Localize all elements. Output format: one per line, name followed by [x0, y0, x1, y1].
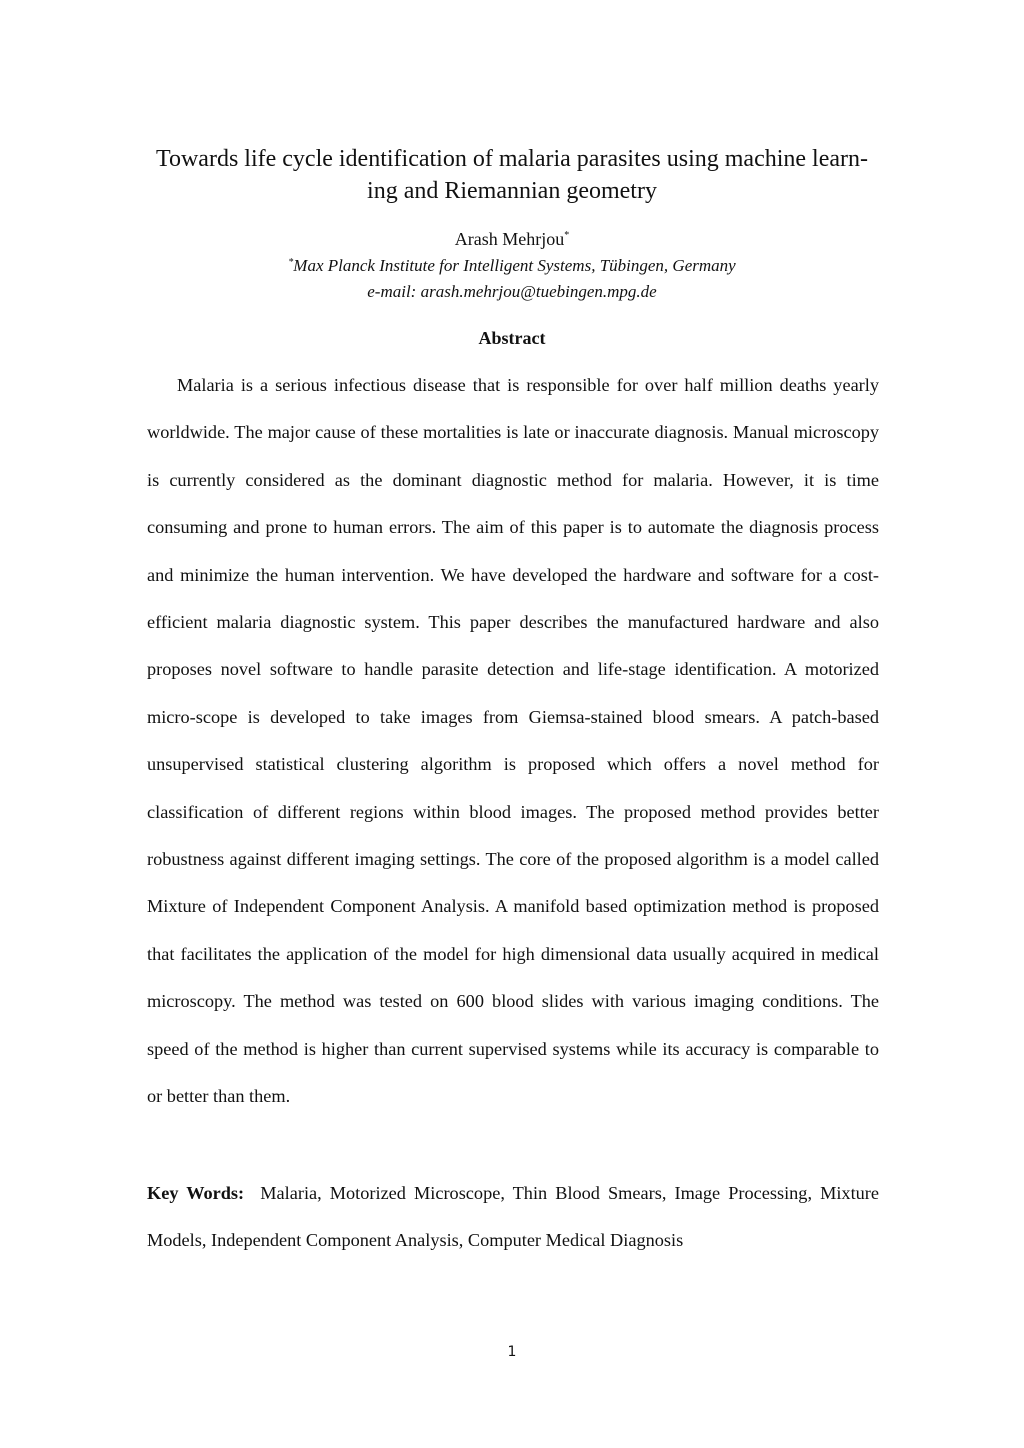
author-email: e-mail: arash.mehrjou@tuebingen.mpg.de: [367, 282, 657, 301]
page-number: 1: [507, 1344, 517, 1360]
keywords: [147, 1170, 879, 1265]
author-footnote-mark: *: [564, 230, 570, 241]
affiliation: Max Planck Institute for Intelligent Systems, Tübingen, Germany: [293, 256, 736, 275]
paper-title-line-1: Towards life cycle identification of malaria parasites using machine learn-: [155, 146, 869, 172]
paper-title: [130, 143, 894, 207]
abstract-heading: Abstract: [478, 328, 546, 348]
paper-title-line-2: ing and Riemannian geometry: [367, 178, 657, 204]
affiliation-footnote-mark: *: [288, 257, 294, 268]
author-name: Arash Mehrjou: [454, 229, 565, 249]
keywords-label: Key Words:: [147, 1183, 245, 1203]
abstract-body: Malaria is a serious infectious disease that is responsible for over half million deaths yearly worldwide. The major cause of these mortalities is late or inaccurate diagnosis. Manual microscopy is currently considered as the dominant diagnostic method for malaria. However, it is time consuming and prone to human errors. The aim of this paper is to automate the diagnosis process and minimize the human intervention. We have developed the hardware and software for a cost-efficient malaria diagnostic system. This paper describes the manufactured hardware and also proposes novel software to handle parasite detection and life-stage identification. A motorized micro-scope is developed to take images from Giemsa-stained blood smears. A patch-based unsupervised statistical clustering algorithm is proposed which offers a novel method for classification of different regions within blood images. The proposed method provides better robustness against different imaging settings. The core of the proposed algorithm is a model called Mixture of Independent Component Analysis. A manifold based optimization method is proposed that facilitates the application of the model for high dimensional data usually acquired in medical microscopy. The method was tested on 600 blood slides with various imaging conditions. The speed of the method is higher than current supervised systems while its accuracy is comparable to or better than them.: [147, 375, 879, 1107]
keywords-list: Malaria, Motorized Microscope, Thin Blood Smears, Image Processing, Mixture Models, Independent Component Analysis, Computer Medical Diagnosis: [147, 1183, 879, 1251]
affiliation-line: [0, 254, 1024, 278]
author-line: [0, 227, 1024, 251]
